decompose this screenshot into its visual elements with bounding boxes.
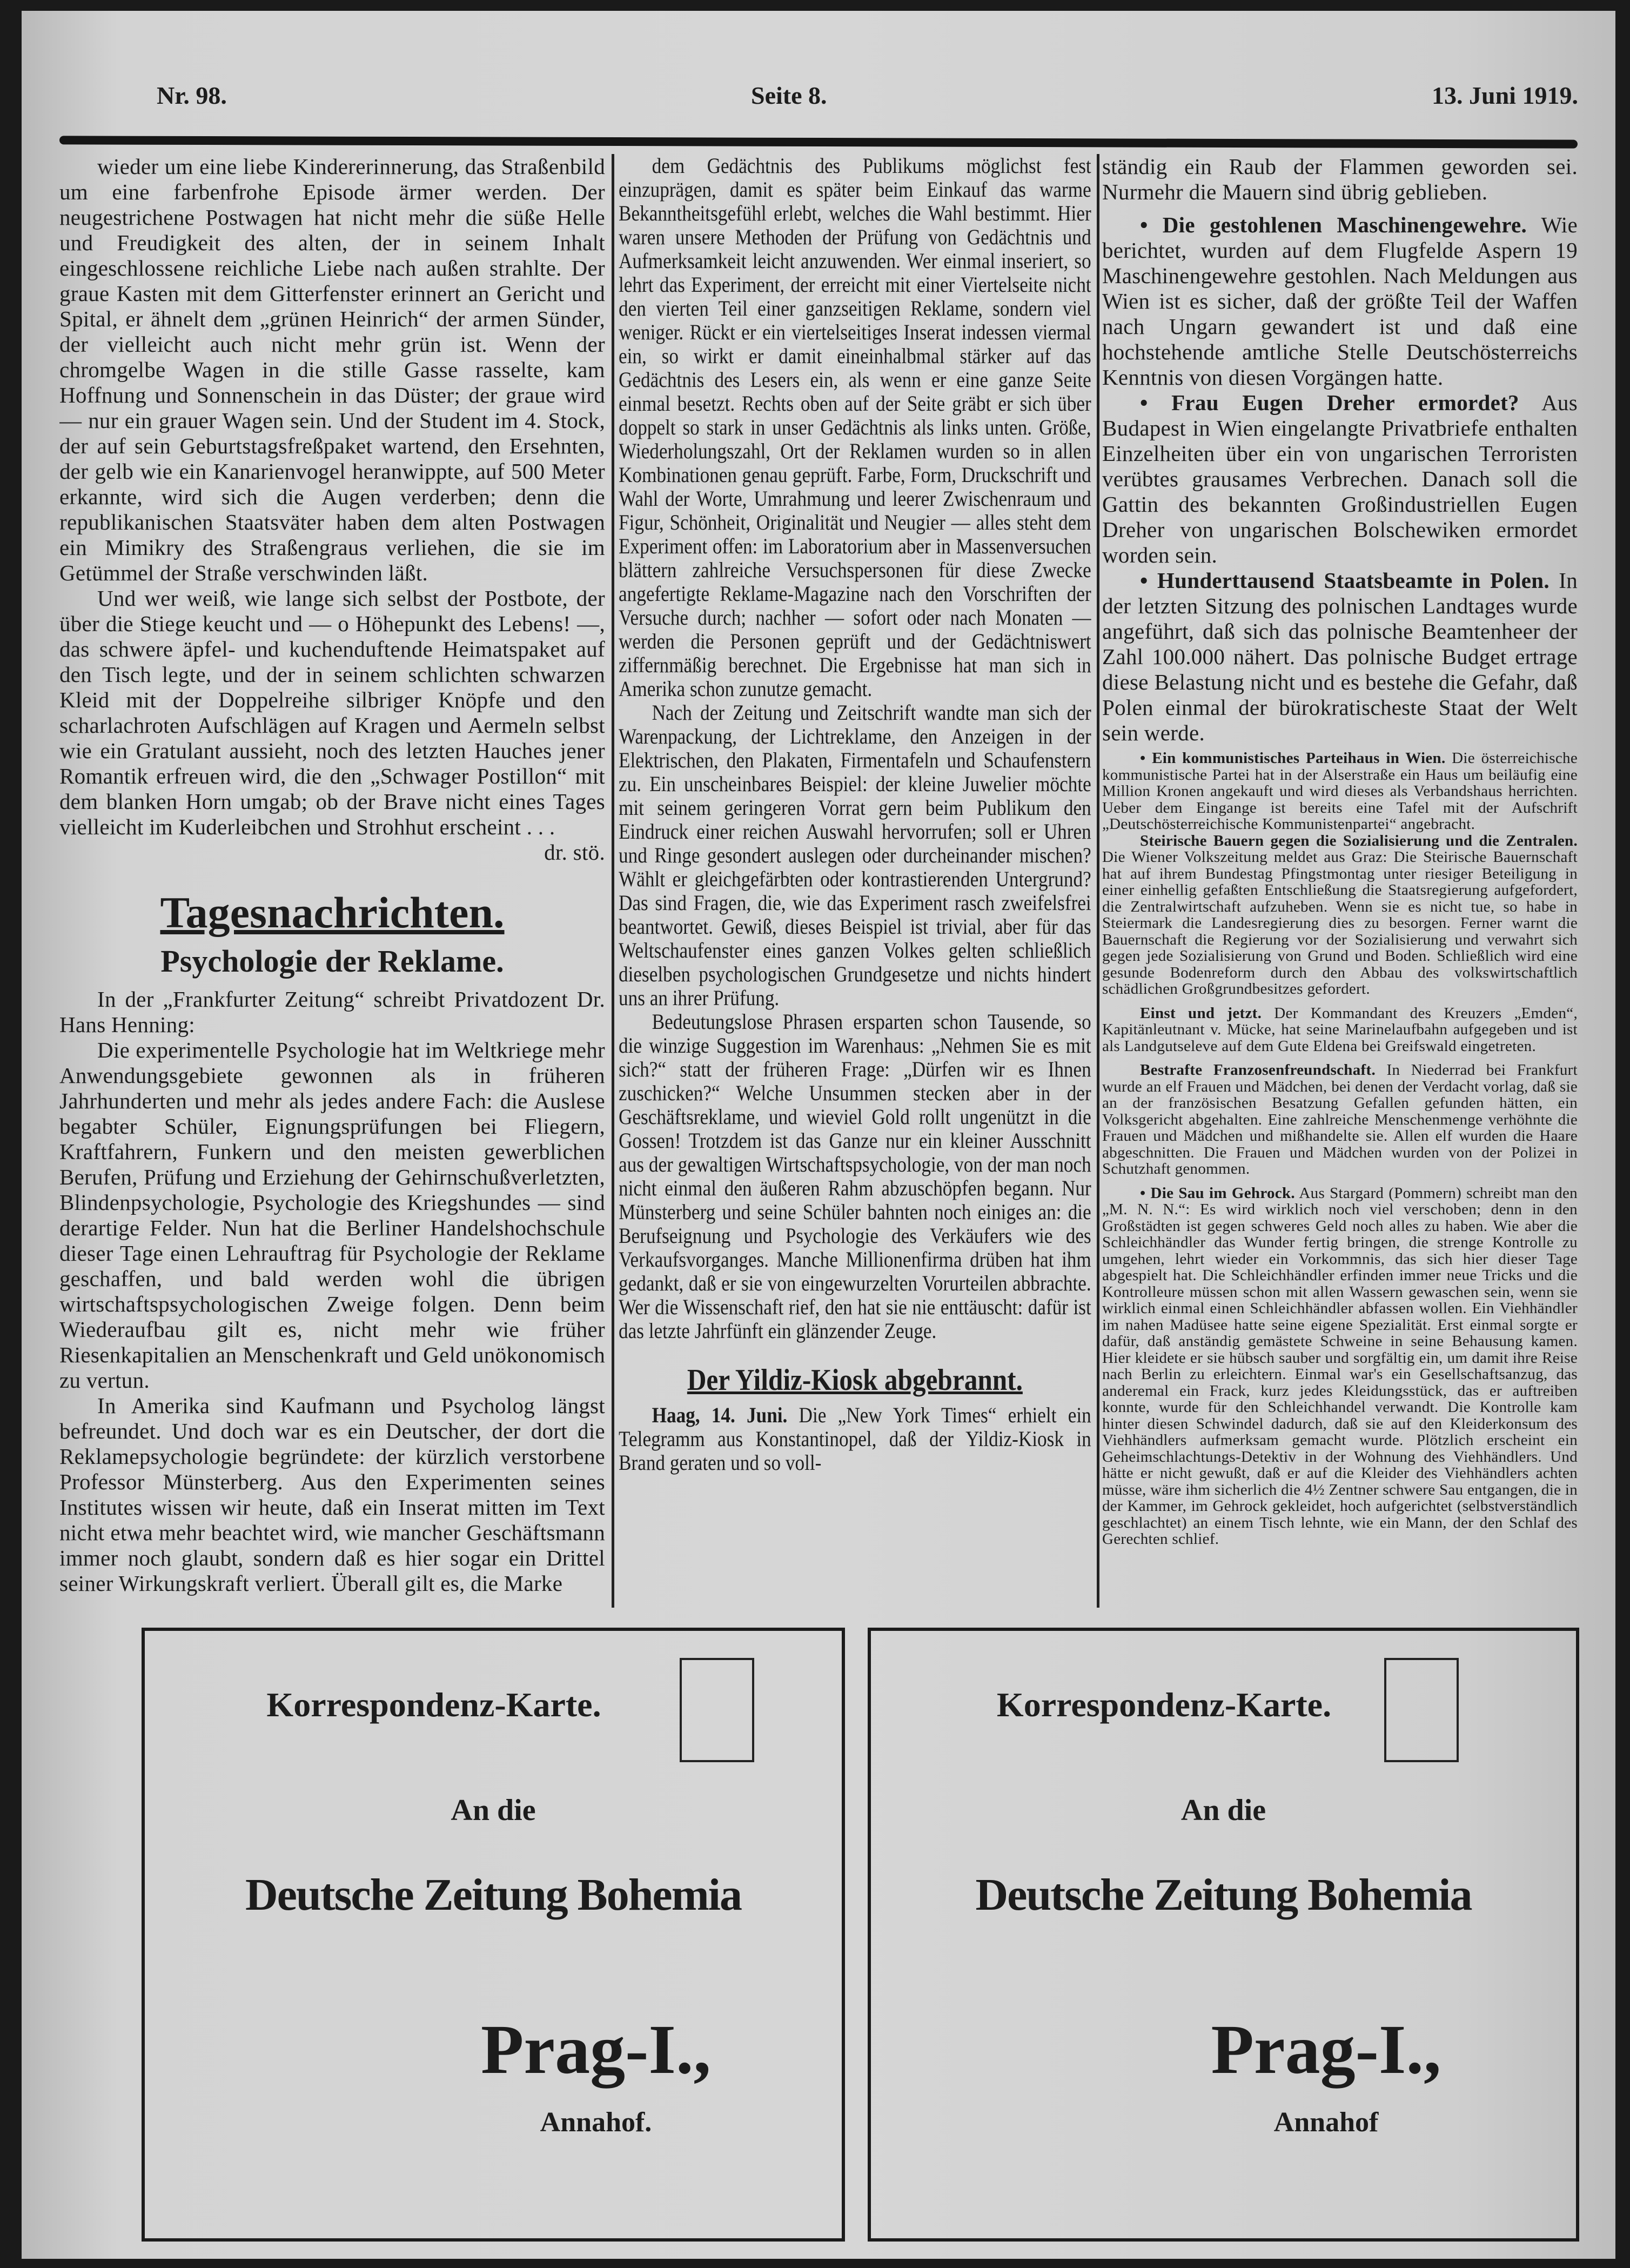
page-number: Seite 8. — [751, 82, 827, 109]
article-title: Der Yildiz-Kiosk abgebrannt. — [687, 1363, 1023, 1397]
card-salutation: An die — [451, 1794, 536, 1827]
paragraph: In der „Frankfurter Zeitung“ schreibt Privatdozent Dr. Hans Henning: — [59, 987, 605, 1037]
paragraph-text: ständig ein Raub der Flammen geworden sei. Nurmehr die Mauern sind übrig geblieben. — [1102, 154, 1578, 204]
news-item-title: Bestrafte Franzosenfreundschaft. — [1140, 1061, 1376, 1079]
news-item-text: Die Wiener Volkszeitung meldet aus Graz: Die Steirische Bauernschaft hat auf ihrem Bundestag Pfingstmontag unter riesiger Beteiligung in einer einhellig gefaßten Entschließung die Staatsregierung aufgefordert, die Zentralwirtschaft aufzuheben. Wenn sie es nicht tue, so habe in Steiermark die Landesregierung dies zu besorgen. Ferner warnt die Bauernschaft die Regierung vor der Sozialisierung und verwahrt sich gegen jede Sozialisierung von Grund und Boden. Schließlich wird eine gesunde Bodenreform durch den Abbau des volkswirtschaftlich schädlichen Großgrundbesitzes gefordert. — [1102, 848, 1578, 998]
news-item-text: Aus Stargard (Pommern) schreibt man den „M. N. N.“: Es wird wirklich noch viel verschoben; denn in den Großstädten ist gegen schweres Geld noch alles zu haben. Wie aber die Schleichhändler das Wunder fertig bringen, die strenge Kontrolle zu umgehen, lehrt wieder ein Vorkommnis, das sich hier dieser Tage abgespielt hat. Die Schleichhändler erfinden immer neue Tricks und die Kontrolleure müssen schon mit allen Wassern gewaschen sein, wenn sie wirklich einmal einen Schleichhändler abfassen wollen. Ein Viehhändler im nahen Madüsee hatte seine eigene Spezialität. Erst einmal sorgte er dafür, daß anständig gemästete Schweine in seine Behausung kamen. Hier kleidete er sie hübsch sauber und sorgfältig ein, um damit ihre Reise nach Berlin zu erleichtern. Einmal war's ein Gesellschaftsanzug, das anderemal ein Frack, kurz jedes Kleidungsstück, das er auftreiben konnte, wurde für den Schleichhandel verwandt. Die Kontrolle kam hinter diesen Schwindel dadurch, daß sie auf den Kleiderkonsum des Viehhändlers aufmerksam gemacht wurde. Plötzlich erscheint ein Geheimschlachtungs-Detektiv in der Wohnung des Viehhändlers. Und hätte er nicht gewußt, daß er auf die Kleider des Viehhändlers achten müsse, wäre ihm sicherlich die 4½ Zentner schwere Sau entgangen, die in der Kammer, im Gehrock gekleidet, hoch aufgerichtet (selbstverständlich geschlachtet) an einem Tisch lehnte, wie ein Mann, der den Schlaf des Gerechten schlief. — [1102, 1184, 1578, 1548]
column-1 — [59, 154, 605, 1608]
card-street: Annahof. — [540, 2107, 652, 2138]
news-item — [1102, 1005, 1578, 1055]
news-item — [1102, 390, 1578, 568]
news-item-title: • Die gestohlenen Maschinengewehre. — [1140, 212, 1527, 237]
paragraph: wieder um eine liebe Kindererinnerung, das Straßenbild um eine farbenfrohe Episode ärmer werden. Der neugestrichene Postwagen hat nicht mehr die süße Helle und Freudigkeit des alten, der in seinem Inhalt eingeschlossene reichliche Liebe nach außen strahlte. Der graue Kasten mit dem Gitterfenster erinnert an Gericht und Spital, er ähnelt dem „grünen Heinrich“ der armen Sünder, der vielleicht auch nicht mehr grün ist. Wenn der chromgelbe Wagen in die stille Gasse rasselte, kam Hoffnung und Sonnenschein in das Düster; der graue wird — nur ein grauer Wagen sein. Und der Student im 4. Stock, der auf sein Geburtstagsfreßpaket wartend, den Ersehnten, der gelb wie ein Kanarienvogel heranwippte, auf 500 Meter erkannte, wird sich die Augen verderben; denn die republikanischen Staatsväter haben dem alten Postwagen ein Mimikry des Straßengraus verliehen, die sie im Getümmel der Straße verschwinden läßt. — [59, 154, 605, 585]
paragraph-text: Die „New York Times“ erhielt ein Telegramm aus Konstantinopel, daß der Yildiz-Kiosk in Brand geraten und so voll- — [619, 1403, 1091, 1475]
section-title: Tagesnachrichten. — [160, 888, 505, 937]
news-item — [1102, 568, 1578, 746]
correspondence-card-left — [142, 1628, 845, 2242]
paragraph: In Amerika sind Kaufmann und Psycholog längst befreundet. Und doch war es ein Deutscher, der dort die Reklamepsychologie begründete: der kürzlich verstorbene Professor Münsterberg. Aus den Experimenten seines Institutes wissen wir heute, daß ein Inserat mitten im Text nicht etwa mehr beachtet wird, wie mancher Geschäftsmann immer noch glaubt, sondern daß es hier sogar ein Drittel seiner Wirkungskraft verliert. Überall gilt es, die Marke — [59, 1393, 605, 1596]
paragraph: dem Gedächtnis des Publikums möglichst fest einzuprägen, damit es später beim Einkauf das warme Bekanntheitsgefühl erlebt, welches die Wahl bestimmt. Hier waren unsere Methoden der Prüfung von Gedächtnis und Aufmerksamkeit leicht anzuwenden. Wer einmal inseriert, so lehrt das Experiment, der erreicht mit einer Viertelseite nicht den vierten Teil einer ganzseitigen Reklame, sondern viel weniger. Rückt er ein viertelseitiges Inserat indessen viermal ein, so wirkt er damit eineinhalbmal stärker auf das Gedächtnis des Lesers ein, als wenn er eine ganze Seite einmal besetzt. Rechts oben auf der Seite gräbt er sich über doppelt so stark in unser Gedächtnis als links unten. Größe, Wiederholungszahl, Ort der Reklamen wurden so in allen Kombinationen genau geprüft. Farbe, Form, Druckschrift und Wahl der Worte, Umrahmung und leerer Zwischenraum und Figur, Schönheit, Originalität und Neugier — alles steht dem Experiment offen: im Laboratorium aber in Massenversuchen blättern zahlreiche Versuchspersonen für diese Zwecke angefertigte Reklame-Magazine nach den Vorschriften der Versuche durch; nachher — sofort oder nach Monaten — werden die Personen geprüft und der Gedächtniswert ziffernmäßig berechnet. Die Ergebnisse hat man sich in Amerika schon zunutze gemacht. — [619, 154, 1091, 701]
correspondence-card-right — [868, 1628, 1579, 2242]
news-item-title: • Ein kommunistisches Parteihaus in Wien. — [1140, 750, 1446, 767]
card-salutation: An die — [1180, 1794, 1266, 1827]
news-item — [1102, 750, 1578, 833]
card-recipient: Deutsche Zeitung Bohemia — [245, 1870, 741, 1920]
column-divider — [612, 154, 614, 1608]
card-recipient: Deutsche Zeitung Bohemia — [975, 1870, 1472, 1920]
author-signature: dr. stö. — [544, 840, 605, 865]
dateline: Haag, 14. Juni. — [652, 1403, 788, 1427]
card-city: Prag-I., — [1211, 2011, 1441, 2089]
column-3 — [1102, 154, 1578, 1608]
news-item-title: • Hunderttausend Staatsbeamte in Polen. — [1140, 568, 1549, 593]
card-city: Prag-I., — [481, 2011, 711, 2089]
news-item-text: Der Kommandant des Kreuzers „Emden“, Kapitänleutnant v. Mücke, hat seine Marinelaufbahn aufgegeben und ist als Landgutseleve auf dem Gute Eldena bei Greifswald eingetreten. — [1102, 1004, 1578, 1055]
article-title: Psychologie der Reklame. — [160, 944, 504, 979]
paragraph-text: Und wer weiß, wie lange sich selbst der Postbote, der über die Stiege keucht und — o Höhepunkt des Lebens! —, das schwere äpfel- und kuchenduftende Heimatspaket auf den Tisch legte, und der in seinem schlichten schwarzen Kleid mit der Doppelreihe silbriger Knöpfe und den scharlachroten Aufschlägen auf Kragen und Aermeln selbst wie ein Gratulant aussieht, noch des letzten Hauches jener Romantik erfreuen wird, die den „Schwager Postillon“ mit dem blanken Horn umgab; ob der Brave nicht eines Tages vielleicht im Kuderleibchen und Strohhut erscheint . . . — [59, 586, 605, 839]
paragraph — [1102, 154, 1578, 205]
news-item-title: • Die Sau im Gehrock. — [1140, 1184, 1295, 1202]
news-item-title: • Frau Eugen Dreher ermordet? — [1140, 390, 1519, 415]
news-item — [1102, 833, 1578, 998]
news-item — [1102, 1062, 1578, 1178]
news-item-title: Steirische Bauern gegen die Sozialisierung und die Zentralen. — [1140, 832, 1578, 849]
column-2 — [619, 154, 1091, 1621]
news-item-text: Aus Budapest in Wien eingelangte Privatbriefe enthalten Einzelheiten über ein von ungarischen Terroristen verübtes grausames Verbrechen. Danach soll die Gattin des bekannten Großindustriellen Eugen Dreher von ungarischen Bolschewiken ermordet worden sein. — [1102, 390, 1578, 567]
paragraph: Bedeutungslose Phrasen ersparten schon Tausende, so die winzige Suggestion im Warenhaus: „Nehmen Sie es mit sich?“ statt der früheren Frage: „Dürfen wir es Ihnen zuschicken?“ Welche Unsummen stecken aber in der Geschäftsreklame, und wieviel Gold rollt ungenützt in die Gossen! Trotzdem ist das Ganze nur ein kleiner Ausschnitt aus der gewaltigen Wirtschaftspsychologie, von der man noch nicht einmal den äußeren Rahm abzuschöpfen begann. Nur Münsterberg und seine Schüler bahnten noch einiges an: die Berufseignung und Psychologie des Verkäufers wie des Verkaufsvorganges. Manche Millionenfirma drüben hat ihm gedankt, daß er sie von eingewurzelten Vorurteilen abbrachte. Wer die Wissenschaft rief, den hat sie nie enttäuscht: dafür ist das letzte Jahrfünft ein glänzender Zeuge. — [619, 1009, 1091, 1343]
paragraph: Die experimentelle Psychologie hat im Weltkriege mehr Anwendungsgebiete gewonnen als in früheren Jahrhunderten und mehr als jedes andere Fach: die Auslese begabter Schüler, Eignungsprüfungen bei Fliegern, Kraftfahrern, Funkern und den meisten gewerblichen Berufen, Prüfung und Erziehung der Gehirnschußverletzten, Blindenpsychologie, Psychologie des Kriegshundes — sind derartige Felder. Nun hat die Berliner Handelshochschule dieser Tage einen Lehrauftrag für Psychologie der Reklame geschaffen, und bald werden wohl die übrigen wirtschaftspsychologischen Zweige folgen. Denn beim Wiederaufbau gilt es, nicht mehr wie früher Riesenkapitalien an Menschenkraft und Geld unökonomisch zu vertun. — [59, 1038, 605, 1393]
issue-date: 13. Juni 1919. — [1432, 82, 1578, 109]
news-item — [1102, 212, 1578, 390]
paragraph — [59, 586, 605, 865]
news-item-text: In Niederrad bei Frankfurt wurde an elf Frauen und Mädchen, bei denen der Verdacht vorlag, daß sie an der französischen Besatzung Gefallen gefunden hätten, ein Volksgericht abgehalten. Eine zahlreiche Menschenmenge verhöhnte die Frauen und Mädchen und mißhandelte sie. Allen elf wurden die Haare abgeschnitten. Die Frauen und Mädchen wurden von der Polizei in Schutzhaft genommen. — [1102, 1061, 1578, 1178]
card-title: Korrespondenz-Karte. — [266, 1685, 601, 1724]
issue-number: Nr. 98. — [157, 82, 227, 109]
column-divider — [1097, 154, 1099, 1608]
paragraph — [619, 1403, 1091, 1475]
card-title: Korrespondenz-Karte. — [996, 1685, 1332, 1724]
news-item — [1102, 1185, 1578, 1548]
news-item-text: Die österreichische kommunistische Partei hat in der Alserstraße ein Haus um beiläufig eine Million Kronen angekauft und wird dieses als Verbandshaus herrichten. Ueber dem Eingange ist bereits eine Tafel mit der Aufschrift „Deutschösterreichische Kommunistenpartei“ angebracht. — [1102, 750, 1578, 833]
news-item-text: Wie berichtet, wurden auf dem Flugfelde Aspern 19 Maschinengewehre gestohlen. Nach Meldungen aus Wien ist es sicher, daß der größte Teil der Waffen nach Ungarn gewandert ist und daß eine hochstehende amtliche Stelle Deutschösterreichs Kenntnis von diesen Vorgängen hatte. — [1102, 212, 1578, 390]
card-street: Annahof — [1273, 2107, 1379, 2138]
news-item-text: In der letzten Sitzung des polnischen Landtages wurde angeführt, daß sich das polnische Beamtenheer der Zahl 100.000 nähert. Das polnische Budget ertrage diese Belastung nicht und es bestehe die Gefahr, daß Polen einmal der bürokratischeste Staat der Welt sein werde. — [1102, 568, 1578, 745]
news-item-title: Einst und jetzt. — [1140, 1004, 1262, 1022]
paragraph: Nach der Zeitung und Zeitschrift wandte man sich der Warenpackung, der Lichtreklame, den Anzeigen in der Elektrischen, den Plakaten, Firmentafeln und Schaufenstern zu. Ein unscheinbares Beispiel: der kleine Juwelier möchte mit seinem geringeren Vorrat gern beim Publikum den Eindruck einer reichen Auswahl hervorrufen; soll er Uhren und Ringe gesondert auslegen oder durcheinander mischen? Wählt er gleichgefärbten oder kontrastierenden Untergrund? Das sind Fragen, die, wie das Experiment rasch zweifelsfrei beantwortet. Gewiß, dieses Beispiel ist trivial, aber für das Weltschaufenster eines ganzen Volkes gelten schließlich dieselben psychologischen Grundgesetze und nichts hindert uns an ihrer Prüfung. — [619, 700, 1091, 1010]
